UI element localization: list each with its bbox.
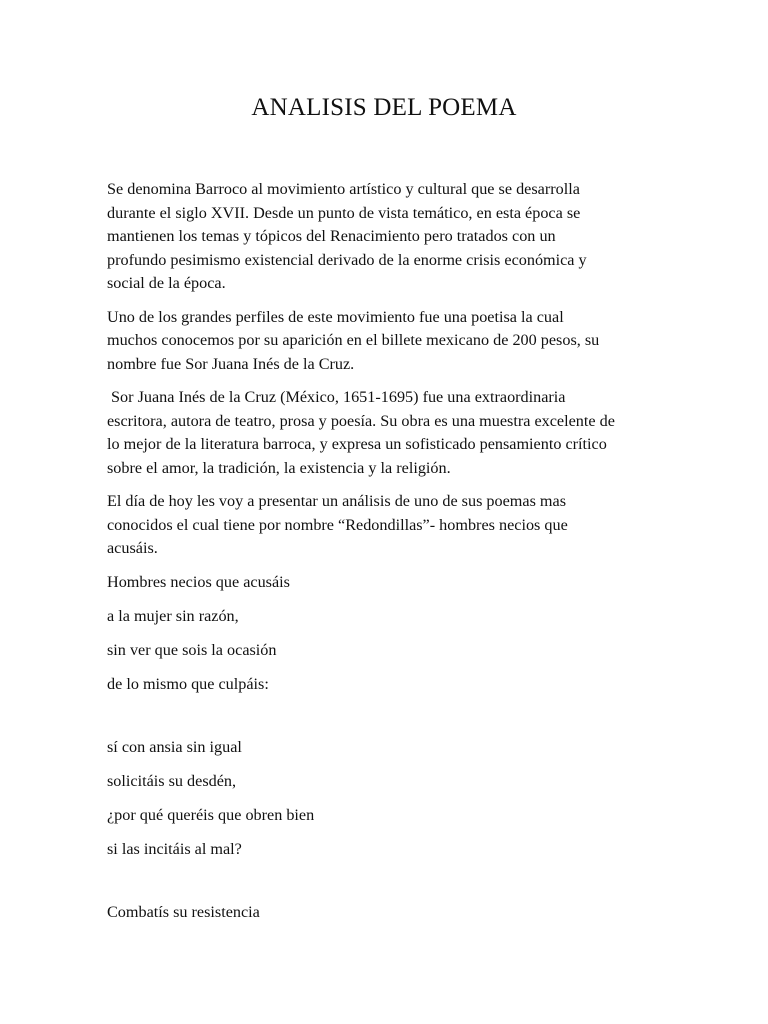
paragraph-1	[107, 178, 667, 296]
paragraph-line: muchos conocemos por su aparición en el billete mexicano de 200 pesos, su	[107, 331, 600, 349]
paragraph-line: sobre el amor, la tradición, la existencia y la religión.	[107, 458, 451, 477]
paragraph-line: profundo pesimismo existencial derivado de la enorme crisis económica y	[107, 250, 587, 269]
paragraph-line: escritora, autora de teatro, prosa y poesía. Su obra es una muestra excelente de	[107, 411, 615, 430]
paragraph-line: conocidos el cual tiene por nombre “Redondillas”- hombres necios que	[107, 515, 568, 534]
paragraph-line: lo mejor de la literatura barroca, y expresa un sofisticado pensamiento crítico	[107, 435, 607, 453]
paragraph-line: El día de hoy les voy a presentar un análisis de uno de sus poemas mas	[107, 492, 566, 510]
paragraph-line: durante el siglo XVII. Desde un punto de vista temático, en esta época se	[107, 203, 581, 222]
poem-verse: Hombres necios que acusáis	[107, 572, 290, 591]
paragraph-4	[107, 490, 667, 561]
paragraph-line: Uno de los grandes perfiles de este movimiento fue una poetisa la cual	[107, 307, 564, 326]
paragraph-line: mantienen los temas y tópicos del Renacimiento pero tratados con un	[107, 227, 556, 245]
poem-stanza-1	[107, 571, 667, 707]
paragraph-2	[107, 306, 667, 377]
poem-verse: sin ver que sois la ocasión	[107, 640, 277, 659]
poem-verse: solicitáis su desdén,	[107, 771, 237, 790]
poem-verse: sí con ansia sin igual	[107, 737, 242, 756]
paragraph-line: acusáis.	[107, 539, 158, 557]
stanza-spacer	[107, 707, 667, 736]
poem-verse: a la mujer sin razón,	[107, 606, 239, 625]
poem-verse: si las incitáis al mal?	[107, 839, 242, 858]
stanza-spacer	[107, 872, 667, 901]
poem-verse: ¿por qué queréis que obren bien	[107, 805, 315, 824]
paragraph-3	[107, 386, 667, 480]
paragraph-line: Se denomina Barroco al movimiento artístico y cultural que se desarrolla	[107, 180, 580, 198]
paragraph-line: nombre fue Sor Juana Inés de la Cruz.	[107, 354, 355, 373]
poem-verse: Combatís su resistencia	[107, 902, 260, 921]
poem-stanza-3	[107, 901, 667, 935]
poem-stanza-2	[107, 736, 667, 872]
document-body	[107, 178, 667, 935]
document-title: ANALISIS DEL POEMA	[251, 94, 517, 121]
paragraph-line: Sor Juana Inés de la Cruz (México, 1651-1695) fue una extraordinaria	[107, 388, 566, 406]
poem-verse: de lo mismo que culpáis:	[107, 674, 269, 693]
paragraph-line: social de la época.	[107, 274, 226, 292]
